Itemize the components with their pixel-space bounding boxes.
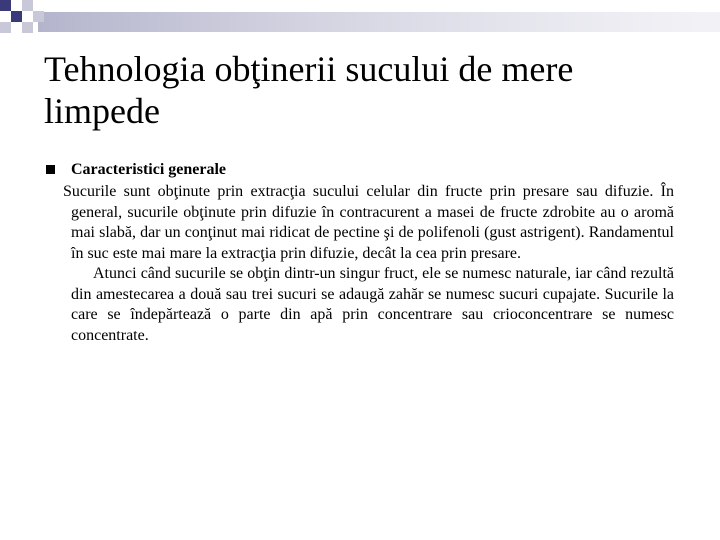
bullet-heading: Caracteristici generale <box>71 161 227 178</box>
bullet-square-icon <box>46 165 55 174</box>
slide-corner-decoration <box>0 0 720 40</box>
paragraph-extraction-methods: Sucurile sunt obţinute prin extracţia sucului celular din fructe prin presare sau difuzie. În general, sucurile obţinute prin difuzie în contracurent a masei de fructe zdrobite au o aromă mai slabă, dar un conţinut mai ridicat de pectine şi de polifenoli (gust astrigent). Randamentul în suc este mai mare la extracţia prin difuzie, decât la cea prin presare. <box>63 183 674 262</box>
slide-title: Tehnologia obţinerii sucului de mere limpede <box>44 49 574 131</box>
paragraph-juice-types: Atunci când sucurile se obţin dintr-un singur fruct, ele se numesc naturale, iar când rezultă din amestecarea a două sau trei sucuri se adaugă zahăr se numesc sucuri cupajate. Sucurile la care se îndepărtează o parte din apă prin concentrare sau crioconcentrare se numesc concentrate. <box>71 265 674 344</box>
slide-content <box>44 160 674 346</box>
